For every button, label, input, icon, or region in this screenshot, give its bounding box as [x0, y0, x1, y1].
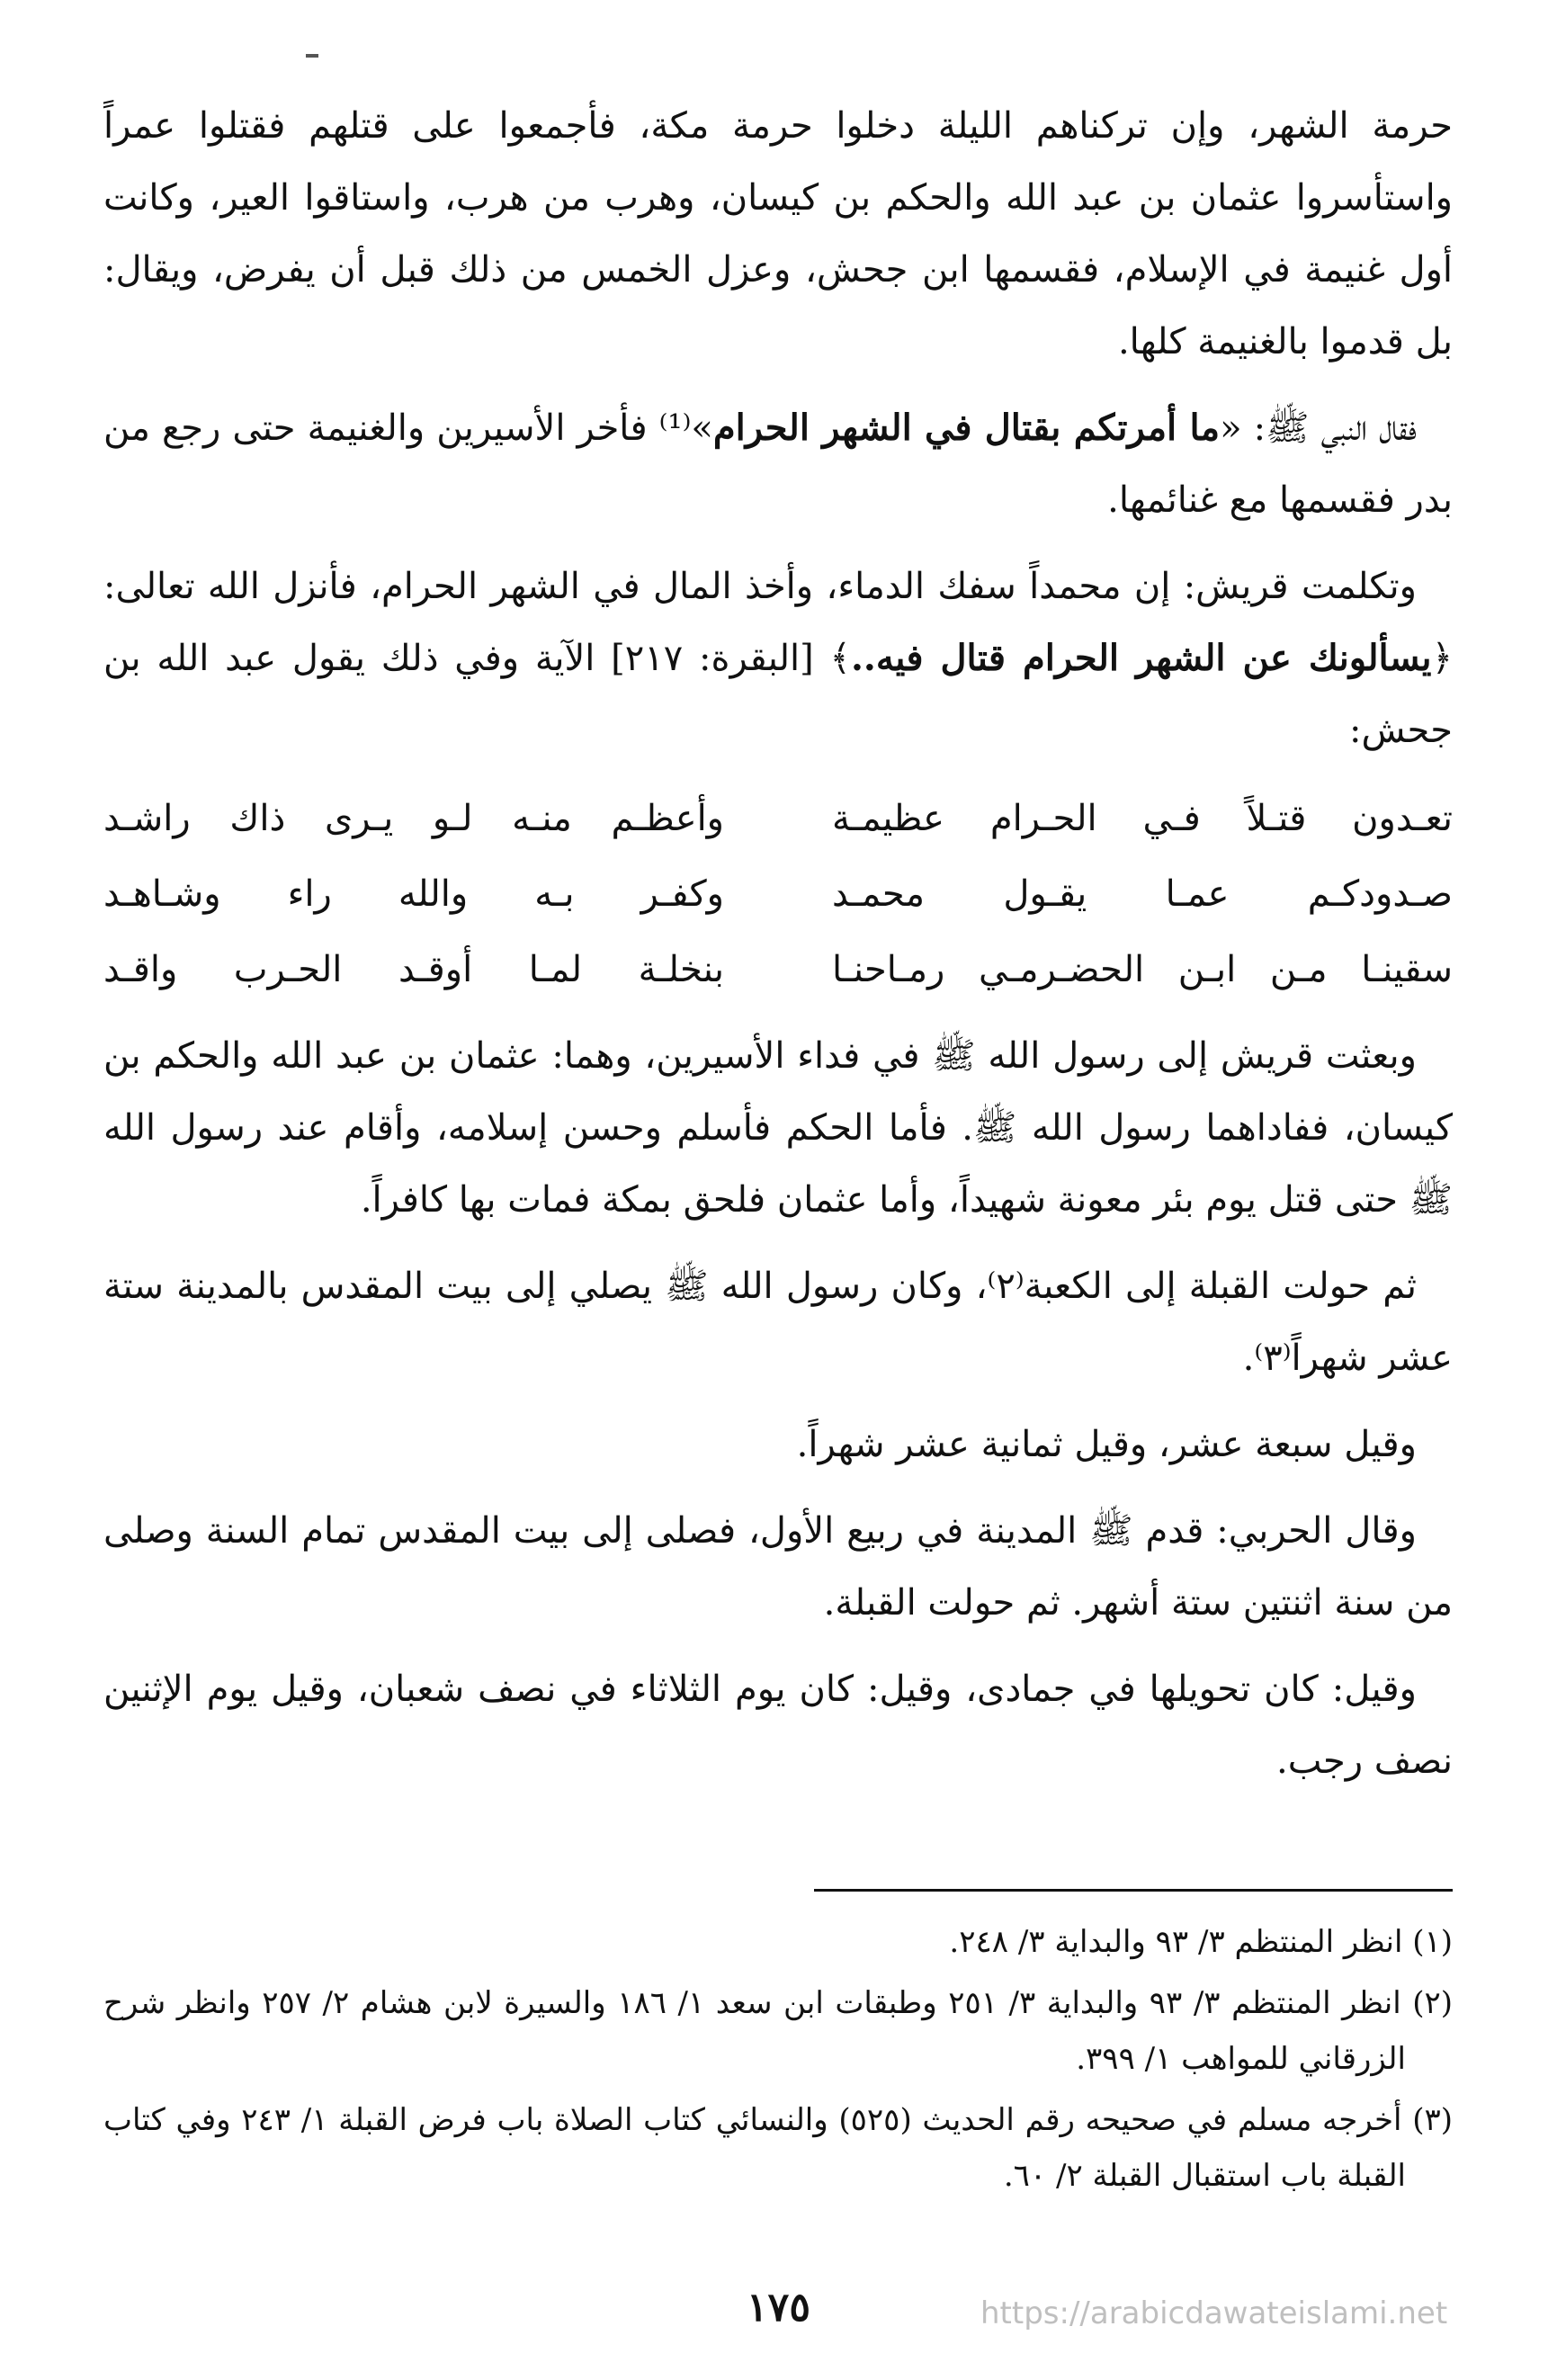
scan-mark	[306, 54, 318, 58]
footnote-3: (٣) أخرجه مسلم في صحيحه رقم الحديث (٥٢٥) والنسائي كتاب الصلاة باب فرض القبلة ١/ ٢٤٣ وفي كتاب القبلة باب استقبال القبلة ٢/ ٦٠.	[103, 2102, 1454, 2194]
poem-verse	[103, 856, 1453, 932]
poem-hemistich-right: سقينـا مـن ابـن الحضـرمـي رمـاحنـا	[832, 949, 1453, 990]
poem-hemistich-left: وأعظـم منـه لـو يـرى ذاك راشـد	[103, 798, 724, 839]
paragraph-2-prefix: فقال النبي ﷺ: «	[1220, 407, 1417, 449]
poem-hemistich-right: صـدودكـم عمـا يقـول محمـد	[832, 873, 1453, 915]
poem-hemistich-left: بنخلـة لمـا أوقـد الحـرب واقـد	[103, 949, 724, 990]
paragraph-2-suffix: »⁽¹⁾ فأخر الأسيرين والغنيمة حتى رجع من بدر فقسمها مع غنائمها.	[103, 407, 1453, 521]
poem	[103, 781, 1453, 1007]
watermark-url: https://arabicdawateislami.net	[980, 2295, 1448, 2331]
paragraph-4: وبعثت قريش إلى رسول الله ﷺ في فداء الأسيرين، وهما: عثمان بن عبد الله والحكم بن كيسان، ففاداهما رسول الله ﷺ. فأما الحكم فأسلم وحسن إسلامه، وأقام عند رسول الله ﷺ حتى قتل يوم بئر معونة شهيداً، وأما عثمان فلحق بمكة فمات بها كافراً.	[103, 1035, 1453, 1221]
footnotes	[103, 1914, 1453, 2209]
footnote-2: (٢) انظر المنتظم ٣/ ٩٣ والبداية ٣/ ٢٥١ وطبقات ابن سعد ١/ ١٨٦ والسيرة لابن هشام ٢/ ٢٥٧ وانظر شرح الزرقاني للمواهب ١/ ٣٩٩.	[103, 1985, 1453, 2077]
paragraph-3-suffix: ﴾ [البقرة: ٢١٧] الآية وفي ذلك يقول عبد الله بن جحش:	[103, 638, 1453, 751]
poem-hemistich-right: تعـدون قتـلاً فـي الحـرام عظيمـة	[832, 798, 1453, 839]
paragraph-2	[103, 392, 1453, 536]
paragraph-3	[103, 550, 1453, 766]
paragraph-7: وقال الحربي: قدم ﷺ المدينة في ربيع الأول، فصلى إلى بيت المقدس تمام السنة وصلى من سنة اثنتين ستة أشهر. ثم حولت القبلة.	[103, 1510, 1453, 1624]
page-number: ١٧٥	[747, 2285, 810, 2331]
poem-verse	[103, 932, 1453, 1007]
poem-verse	[103, 781, 1453, 856]
paragraph-1: حرمة الشهر، وإن تركناهم الليلة دخلوا حرمة مكة، فأجمعوا على قتلهم فقتلوا عمراً واستأسروا عثمان بن عبد الله والحكم بن كيسان، وهرب من هرب، واستاقوا العير، وكانت أول غنيمة في الإسلام، فقسمها ابن جحش، وعزل الخمس من ذلك قبل أن يفرض، ويقال: بل قدموا بالغنيمة كلها.	[103, 105, 1453, 362]
paragraph-5: ثم حولت القبلة إلى الكعبة⁽٢⁾، وكان رسول الله ﷺ يصلي إلى بيت المقدس بالمدينة ستة عشر شهراً⁽٣⁾.	[103, 1266, 1453, 1379]
paragraph-6: وقيل سبعة عشر، وقيل ثمانية عشر شهراً.	[796, 1424, 1417, 1465]
poem-hemistich-left: وكفـر بـه والله راء وشـاهـد	[103, 873, 724, 915]
footnote-1: (١) انظر المنتظم ٣/ ٩٣ والبداية ٣/ ٢٤٨.	[949, 1924, 1453, 1960]
paragraph-8: وقيل: كان تحويلها في جمادى، وقيل: كان يوم الثلاثاء في نصف شعبان، وقيل يوم الإثنين نصف رجب.	[103, 1669, 1453, 1782]
main-text	[103, 90, 1453, 1812]
hadith-quote: ما أمرتكم بقتال في الشهر الحرام	[712, 407, 1221, 449]
footnote-divider	[814, 1889, 1453, 1892]
paragraph-3-prefix: وتكلمت قريش: إن محمداً سفك الدماء، وأخذ المال في الشهر الحرام، فأنزل الله تعالى: ﴿	[103, 566, 1453, 679]
quran-verse: يسألونك عن الشهر الحرام قتال فيه..	[851, 637, 1432, 679]
